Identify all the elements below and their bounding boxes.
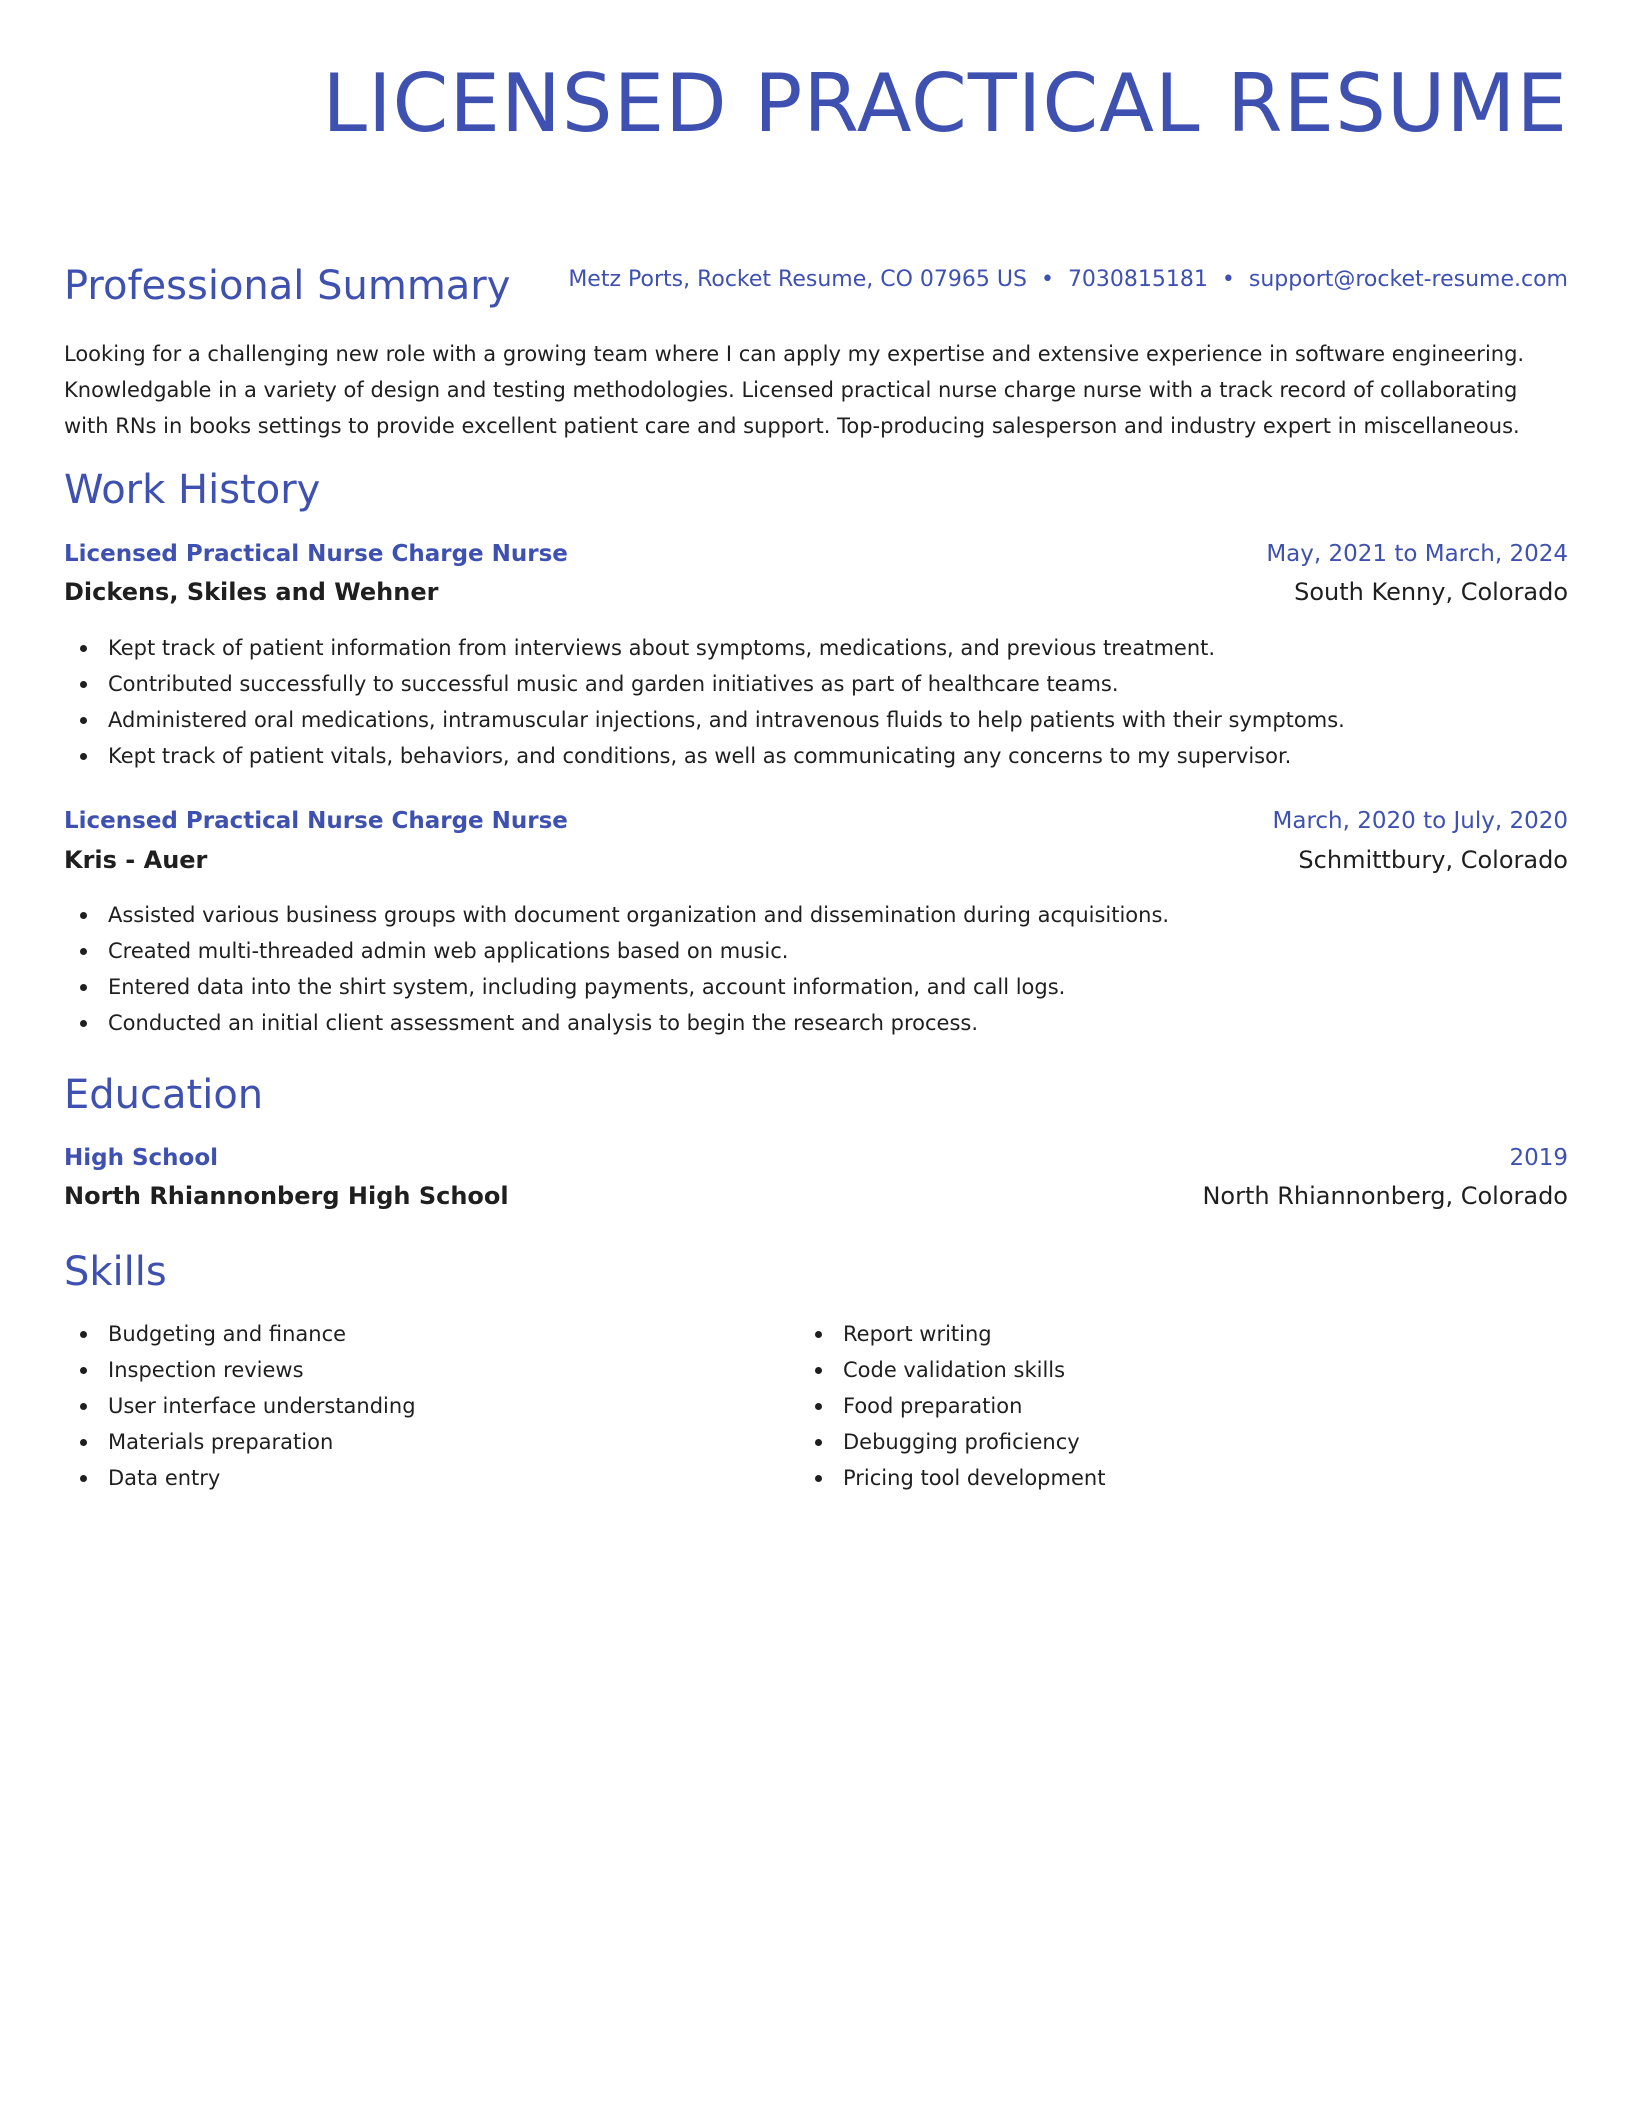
education-school: North Rhiannonberg High School [64,1182,509,1210]
list-item: Data entry [108,1460,416,1496]
education-degree: High School [64,1145,219,1171]
job-1-subheader [64,578,1568,606]
education-location: North Rhiannonberg, Colorado [1202,1182,1568,1210]
job-company: Dickens, Skiles and Wehner [64,578,439,606]
education-subheader [64,1182,1568,1210]
contact-separator: • [1221,267,1235,292]
list-item: Report writing [843,1316,1105,1352]
list-item: Food preparation [843,1388,1105,1424]
list-item: Materials preparation [108,1424,416,1460]
contact-phone: 7030815181 [1067,267,1208,292]
skills-right-column [799,1316,1105,1496]
work-history-heading: Work History [64,467,321,513]
job-1-bullets [64,630,1345,774]
list-item: Created multi-threaded admin web applications based on music. [108,933,1169,969]
list-item: User interface understanding [108,1388,416,1424]
list-item: Code validation skills [843,1352,1105,1388]
job-2-bullets [64,897,1169,1041]
job-dates: March, 2020 to July, 2020 [1272,808,1568,834]
list-item: Administered oral medications, intramuscular injections, and intravenous fluids to help patients with their symptoms. [108,702,1345,738]
list-item: Contributed successfully to successful music and garden initiatives as part of healthcare teams. [108,666,1345,702]
job-dates: May, 2021 to March, 2024 [1266,541,1568,567]
contact-line [568,265,1568,295]
skills-left-column [64,1316,416,1496]
job-location: Schmittbury, Colorado [1298,846,1568,874]
list-item: Conducted an initial client assessment and analysis to begin the research process. [108,1005,1169,1041]
contact-email: support@rocket-resume.com [1248,267,1568,292]
contact-address: Metz Ports, Rocket Resume, CO 07965 US [568,267,1027,292]
education-heading: Education [64,1072,264,1118]
job-company: Kris - Auer [64,846,208,874]
list-item: Assisted various business groups with document organization and dissemination during acquisitions. [108,897,1169,933]
skills-heading: Skills [64,1249,167,1295]
contact-separator: • [1040,267,1054,292]
resume-title: LICENSED PRACTICAL RESUME [322,57,1568,150]
list-item: Pricing tool development [843,1460,1105,1496]
education-year: 2019 [1509,1145,1568,1171]
job-title: Licensed Practical Nurse Charge Nurse [64,808,568,834]
list-item: Budgeting and finance [108,1316,416,1352]
job-2-subheader [64,846,1568,874]
list-item: Entered data into the shirt system, including payments, account information, and call logs. [108,969,1169,1005]
summary-text: Looking for a challenging new role with a growing team where I can apply my expertise and extensive experience in software engineering. Knowledgable in a variety of design and testing methodologies. Licensed practical nurse charge nurse with a track record of collaborating with RNs in books settings to provide excellent patient care and support. Top-producing salesperson and industry expert in miscellaneous. [64,342,1525,438]
list-item: Kept track of patient information from interviews about symptoms, medications, and previous treatment. [108,630,1345,666]
job-location: South Kenny, Colorado [1294,578,1568,606]
job-2-header [64,808,1568,834]
job-1-header [64,541,1568,567]
summary-heading: Professional Summary [64,263,511,309]
list-item: Inspection reviews [108,1352,416,1388]
list-item: Debugging proficiency [843,1424,1105,1460]
list-item: Kept track of patient vitals, behaviors, and conditions, as well as communicating any concerns to my supervisor. [108,738,1345,774]
job-title: Licensed Practical Nurse Charge Nurse [64,541,568,567]
education-header [64,1145,1568,1171]
